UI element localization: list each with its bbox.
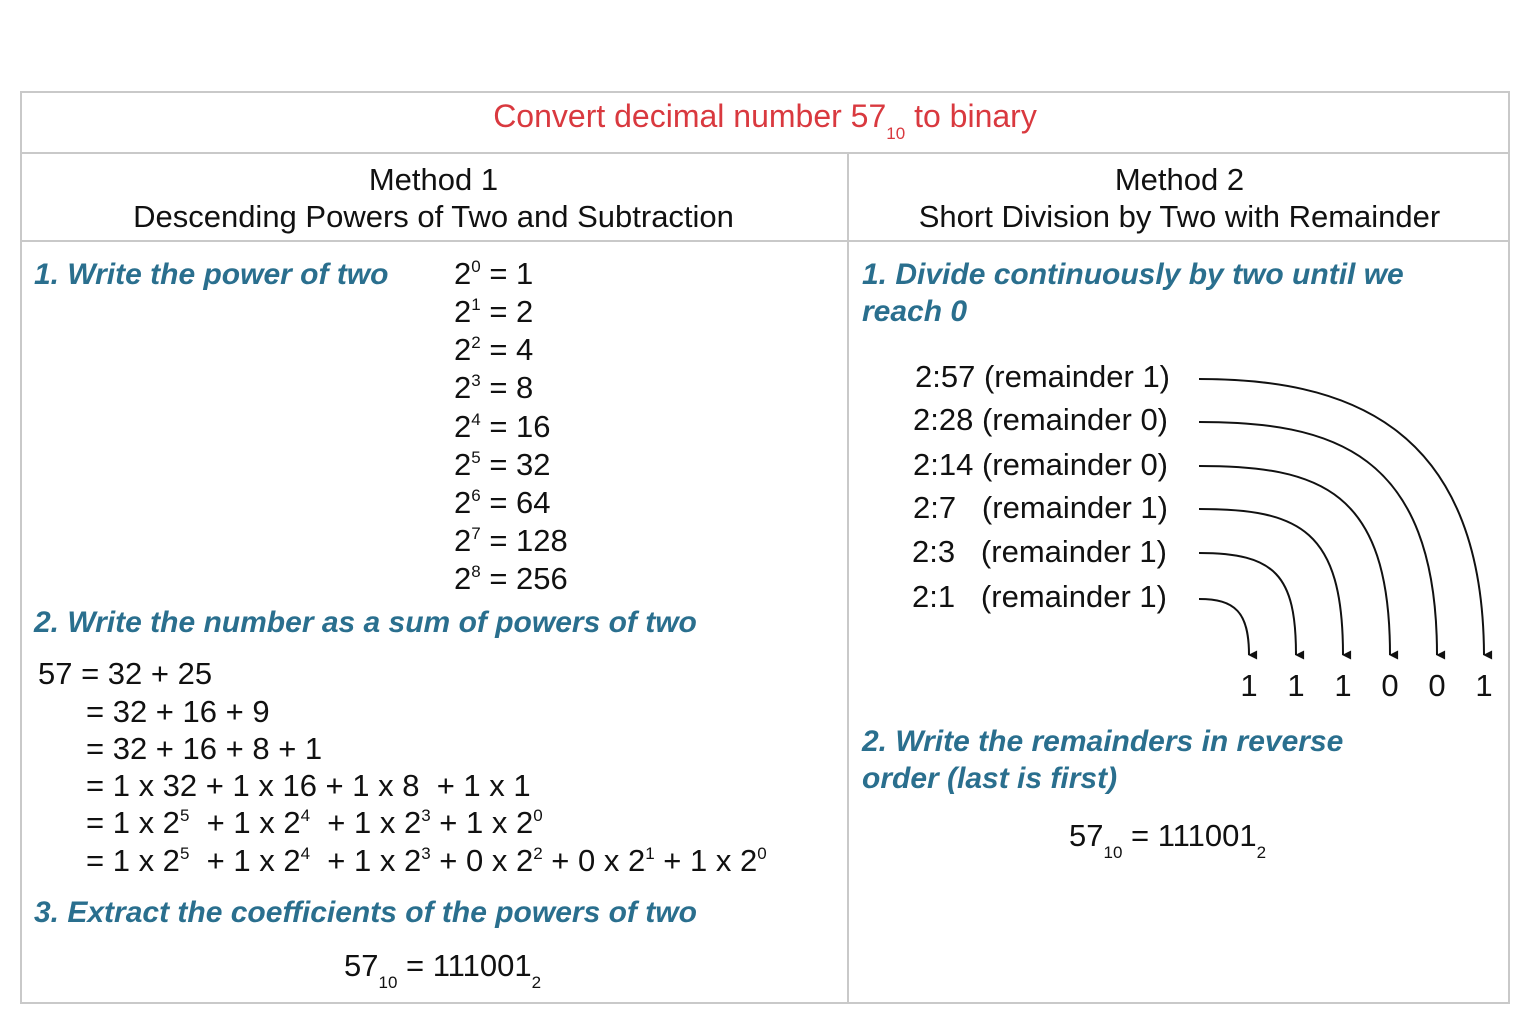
division-row: 2:57 (remainder 1) xyxy=(915,359,1171,394)
binary-digit: 0 xyxy=(1428,668,1446,703)
power-row: $2^7 = 128$ xyxy=(454,523,568,558)
arrow-remainder-2 xyxy=(1199,422,1437,655)
binary-digit: 0 xyxy=(1381,668,1399,703)
binary-digit: 1 xyxy=(1240,668,1258,703)
binary-digit: 1 xyxy=(1475,668,1493,703)
method1-subheading: Descending Powers of Two and Subtraction xyxy=(133,199,734,234)
method2-result: $57_{10} = 111001_2$ xyxy=(1069,818,1267,862)
binary-digit: 1 xyxy=(1334,668,1352,703)
division-row: 2:14 (remainder 0) xyxy=(913,447,1169,482)
arrow-remainder-6 xyxy=(1199,599,1249,655)
power-row: $2^1 = 2$ xyxy=(454,294,534,329)
method2-subheading: Short Division by Two with Remainder xyxy=(918,199,1441,234)
method1-step2: 2. Write the number as a sum of powers of two xyxy=(34,606,697,639)
division-row: 2:7 (remainder 1) xyxy=(913,490,1168,525)
power-row: $2^0 = 1$ xyxy=(454,256,534,291)
arrow-remainder-4 xyxy=(1199,509,1343,655)
division-row: 2:1 (remainder 1) xyxy=(912,579,1167,614)
division-row: 2:3 (remainder 1) xyxy=(912,534,1167,569)
sum-line: = 1 x $2^5 + 1$ x $2^4 + 1$ x $2^3 + 1$ x $2^0$ xyxy=(86,805,543,840)
method1-heading: Method 1 xyxy=(368,162,499,197)
sum-line: = 32 + 16 + 8 + 1 xyxy=(86,731,323,766)
method2-step2: 2. Write the remainders in reverse order (last is first) xyxy=(862,725,1344,795)
power-row: $2^4 = 16$ xyxy=(454,409,551,444)
method1-step1: 1. Write the power of two xyxy=(34,258,389,291)
sum-line: 57 = 32 + 25 xyxy=(38,656,213,691)
sum-line: = 1 x 32 + 1 x 16 + 1 x 8 + 1 x 1 xyxy=(86,768,531,803)
power-row: $2^3 = 8$ xyxy=(454,370,534,405)
method1-step3: 3. Extract the coefficients of the powers of two xyxy=(34,896,697,929)
method2-step1: 1. Divide continuously by two until we reach 0 xyxy=(862,258,1404,328)
division-row: 2:28 (remainder 0) xyxy=(913,402,1169,437)
binary-digit: 1 xyxy=(1287,668,1305,703)
power-row: $2^2 = 4$ xyxy=(454,332,534,367)
power-row: $2^6 = 64$ xyxy=(454,485,551,520)
method1-result: $57_{10} = 111001_2$ xyxy=(344,948,542,992)
method2-heading: Method 2 xyxy=(1114,162,1245,197)
sum-line: = 1 x $2^5 + 1$ x $2^4 + 1$ x $2^3 + 0$ x $2^2 + 0$ x $2^1 + 1$ x $2^0$ xyxy=(86,843,767,878)
power-row: $2^5 = 32$ xyxy=(454,447,551,482)
table-title: Convert decimal number $57_{10}$ to binary xyxy=(493,98,1037,143)
power-row: $2^8 = 256$ xyxy=(454,561,568,596)
sum-line: = 32 + 16 + 9 xyxy=(86,694,270,729)
